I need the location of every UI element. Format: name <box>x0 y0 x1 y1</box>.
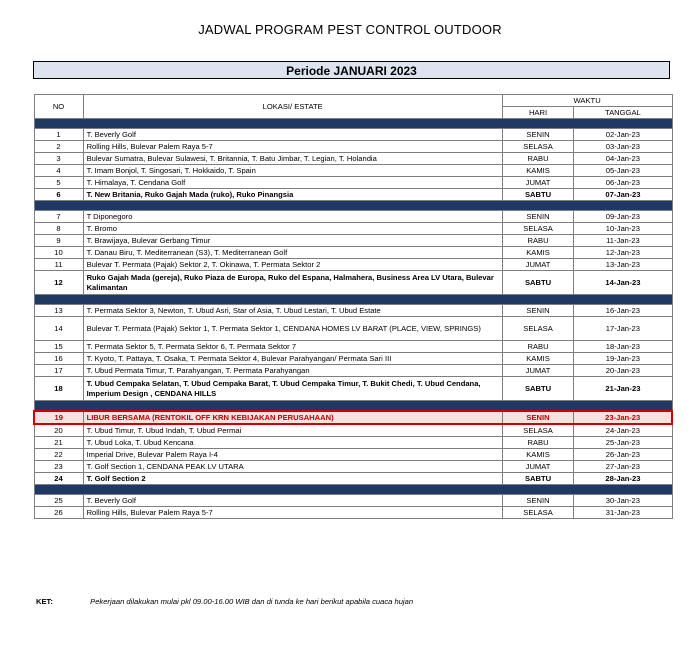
row-no: 15 <box>34 341 83 353</box>
table-row <box>34 495 672 507</box>
row-no: 22 <box>34 449 83 461</box>
row-lokasi: T Diponegoro <box>83 211 502 223</box>
period-banner: Periode JANUARI 2023 <box>33 61 670 79</box>
row-lokasi: T. Brawijaya, Bulevar Gerbang Timur <box>83 235 502 247</box>
row-hari: JUMAT <box>502 365 574 377</box>
table-row <box>34 377 672 401</box>
header-hari: HARI <box>502 107 574 119</box>
row-lokasi: LIBUR BERSAMA (RENTOKIL OFF KRN KEBIJAKAN PERUSAHAAN) <box>83 411 502 424</box>
row-hari: KAMIS <box>502 165 574 177</box>
row-no: 19 <box>34 411 83 424</box>
row-lokasi: T. Himalaya, T. Cendana Golf <box>83 177 502 189</box>
table-row <box>34 129 672 141</box>
row-hari: SENIN <box>502 129 574 141</box>
row-hari: RABU <box>502 235 574 247</box>
row-hari: SELASA <box>502 317 574 341</box>
row-no: 24 <box>34 473 83 485</box>
row-tanggal: 07-Jan-23 <box>574 189 672 201</box>
header-waktu: WAKTU <box>502 95 672 107</box>
row-lokasi: T. Golf Section 1, CENDANA PEAK LV UTARA <box>83 461 502 473</box>
row-tanggal: 16-Jan-23 <box>574 305 672 317</box>
table-row <box>34 211 672 223</box>
row-hari: RABU <box>502 437 574 449</box>
row-tanggal: 13-Jan-23 <box>574 259 672 271</box>
row-hari: SELASA <box>502 424 574 437</box>
row-tanggal: 12-Jan-23 <box>574 247 672 259</box>
table-row <box>34 141 672 153</box>
row-hari: KAMIS <box>502 449 574 461</box>
footnote-text: Pekerjaan dilakukan mulai pkl 09.00-16.00 WIB dan di tunda ke hari berikut apabila cuaca hujan <box>90 597 414 606</box>
table-row <box>34 473 672 485</box>
row-tanggal: 02-Jan-23 <box>574 129 672 141</box>
row-lokasi: T. Beverly Golf <box>83 495 502 507</box>
row-lokasi: T. Kyoto, T. Pattaya, T. Osaka, T. Permata Sektor 4, Bulevar Parahyangan/ Permata Sari III <box>83 353 502 365</box>
week-separator-cell <box>34 401 672 412</box>
row-hari: JUMAT <box>502 259 574 271</box>
row-no: 3 <box>34 153 83 165</box>
row-lokasi: Ruko Gajah Mada (gereja), Ruko Piaza de Europa, Ruko del Espana, Halmahera, Business Area LV Utara, Bulevar Kalimantan <box>83 271 502 295</box>
row-lokasi: T. Permata Sektor 3, Newton, T. Ubud Asri, Star of Asia, T. Ubud Lestari, T. Ubud Estate <box>83 305 502 317</box>
row-tanggal: 23-Jan-23 <box>574 411 672 424</box>
row-hari: KAMIS <box>502 247 574 259</box>
table-row <box>34 235 672 247</box>
row-no: 1 <box>34 129 83 141</box>
week-separator <box>34 201 672 211</box>
row-lokasi: T. Bromo <box>83 223 502 235</box>
table-row <box>34 153 672 165</box>
row-tanggal: 30-Jan-23 <box>574 495 672 507</box>
row-hari: SELASA <box>502 223 574 235</box>
table-row <box>34 317 672 341</box>
week-separator-cell <box>34 119 672 129</box>
row-no: 7 <box>34 211 83 223</box>
row-lokasi: T. Golf Section 2 <box>83 473 502 485</box>
row-no: 5 <box>34 177 83 189</box>
table-row <box>34 165 672 177</box>
row-tanggal: 04-Jan-23 <box>574 153 672 165</box>
row-hari: SENIN <box>502 305 574 317</box>
row-no: 11 <box>34 259 83 271</box>
row-no: 21 <box>34 437 83 449</box>
row-lokasi: T. Permata Sektor 5, T. Permata Sektor 6, T. Permata Sektor 7 <box>83 341 502 353</box>
row-no: 25 <box>34 495 83 507</box>
row-tanggal: 10-Jan-23 <box>574 223 672 235</box>
holiday-row <box>34 411 672 424</box>
header-tanggal: TANGGAL <box>574 107 672 119</box>
row-tanggal: 14-Jan-23 <box>574 271 672 295</box>
row-no: 6 <box>34 189 83 201</box>
row-tanggal: 06-Jan-23 <box>574 177 672 189</box>
row-hari: RABU <box>502 341 574 353</box>
row-hari: SENIN <box>502 211 574 223</box>
row-lokasi: T. Ubud Timur, T. Ubud Indah, T. Ubud Permai <box>83 424 502 437</box>
row-no: 17 <box>34 365 83 377</box>
header-no: NO <box>34 95 83 119</box>
footnote <box>36 597 413 606</box>
row-no: 10 <box>34 247 83 259</box>
row-lokasi: Bulevar T. Permata (Pajak) Sektor 1, T. Permata Sektor 1, CENDANA HOMES LV BARAT (PLACE, VIEW, SPRINGS) <box>83 317 502 341</box>
week-separator <box>34 401 672 412</box>
row-no: 12 <box>34 271 83 295</box>
schedule-table <box>33 94 673 519</box>
row-hari: RABU <box>502 153 574 165</box>
row-hari: SENIN <box>502 411 574 424</box>
row-hari: SABTU <box>502 473 574 485</box>
week-separator-cell <box>34 201 672 211</box>
row-hari: SABTU <box>502 271 574 295</box>
table-row <box>34 223 672 235</box>
table-row <box>34 365 672 377</box>
row-tanggal: 09-Jan-23 <box>574 211 672 223</box>
row-tanggal: 19-Jan-23 <box>574 353 672 365</box>
week-separator <box>34 485 672 495</box>
row-tanggal: 24-Jan-23 <box>574 424 672 437</box>
row-no: 20 <box>34 424 83 437</box>
row-lokasi: T. Ubud Loka, T. Ubud Kencana <box>83 437 502 449</box>
row-lokasi: Rolling Hills, Bulevar Palem Raya 5-7 <box>83 507 502 519</box>
table-row <box>34 424 672 437</box>
row-lokasi: T. Imam Bonjol, T. Singosari, T. Hokkaido, T. Spain <box>83 165 502 177</box>
row-hari: JUMAT <box>502 461 574 473</box>
row-hari: SELASA <box>502 141 574 153</box>
row-no: 9 <box>34 235 83 247</box>
row-tanggal: 26-Jan-23 <box>574 449 672 461</box>
table-row <box>34 353 672 365</box>
table-row <box>34 177 672 189</box>
row-tanggal: 17-Jan-23 <box>574 317 672 341</box>
header-lokasi: LOKASI/ ESTATE <box>83 95 502 119</box>
row-hari: SABTU <box>502 377 574 401</box>
row-hari: KAMIS <box>502 353 574 365</box>
row-hari: SELASA <box>502 507 574 519</box>
row-lokasi: T. Ubud Cempaka Selatan, T. Ubud Cempaka Barat, T. Ubud Cempaka Timur, T. Bukit Chedi, T. Ubud Cendana, Imperium Design , CENDANA HILLS <box>83 377 502 401</box>
table-row <box>34 461 672 473</box>
table-row <box>34 449 672 461</box>
row-tanggal: 03-Jan-23 <box>574 141 672 153</box>
row-no: 18 <box>34 377 83 401</box>
row-lokasi: T. Ubud Permata Timur, T. Parahyangan, T. Permata Parahyangan <box>83 365 502 377</box>
row-no: 14 <box>34 317 83 341</box>
row-no: 8 <box>34 223 83 235</box>
row-hari: SENIN <box>502 495 574 507</box>
row-tanggal: 25-Jan-23 <box>574 437 672 449</box>
footnote-label: KET: <box>36 597 53 606</box>
row-no: 16 <box>34 353 83 365</box>
row-lokasi: Rolling Hills, Bulevar Palem Raya 5-7 <box>83 141 502 153</box>
row-tanggal: 31-Jan-23 <box>574 507 672 519</box>
week-separator <box>34 119 672 129</box>
row-no: 26 <box>34 507 83 519</box>
row-tanggal: 18-Jan-23 <box>574 341 672 353</box>
table-row <box>34 437 672 449</box>
week-separator <box>34 295 672 305</box>
week-separator-cell <box>34 295 672 305</box>
row-lokasi: Imperial Drive, Bulevar Palem Raya I-4 <box>83 449 502 461</box>
row-lokasi: Bulevar T. Permata (Pajak) Sektor 2, T. Okinawa, T. Permata Sektor 2 <box>83 259 502 271</box>
row-tanggal: 28-Jan-23 <box>574 473 672 485</box>
row-hari: SABTU <box>502 189 574 201</box>
table-row <box>34 189 672 201</box>
row-lokasi: T. New Britania, Ruko Gajah Mada (ruko), Ruko Pinangsia <box>83 189 502 201</box>
row-lokasi: T. Danau Biru, T. Mediterranean (S3), T. Mediterranean Golf <box>83 247 502 259</box>
table-row <box>34 507 672 519</box>
row-tanggal: 27-Jan-23 <box>574 461 672 473</box>
table-row <box>34 259 672 271</box>
week-separator-cell <box>34 485 672 495</box>
schedule-body <box>34 119 672 519</box>
row-hari: JUMAT <box>502 177 574 189</box>
table-row <box>34 341 672 353</box>
row-tanggal: 11-Jan-23 <box>574 235 672 247</box>
row-no: 2 <box>34 141 83 153</box>
row-no: 13 <box>34 305 83 317</box>
row-tanggal: 21-Jan-23 <box>574 377 672 401</box>
row-no: 23 <box>34 461 83 473</box>
row-lokasi: Bulevar Sumatra, Bulevar Sulawesi, T. Britannia, T. Batu Jimbar, T. Legian, T. Holandia <box>83 153 502 165</box>
row-tanggal: 20-Jan-23 <box>574 365 672 377</box>
row-lokasi: T. Beverly Golf <box>83 129 502 141</box>
row-tanggal: 05-Jan-23 <box>574 165 672 177</box>
row-no: 4 <box>34 165 83 177</box>
table-row <box>34 271 672 295</box>
table-row <box>34 305 672 317</box>
document-title: JADWAL PROGRAM PEST CONTROL OUTDOOR <box>198 22 502 37</box>
table-row <box>34 247 672 259</box>
